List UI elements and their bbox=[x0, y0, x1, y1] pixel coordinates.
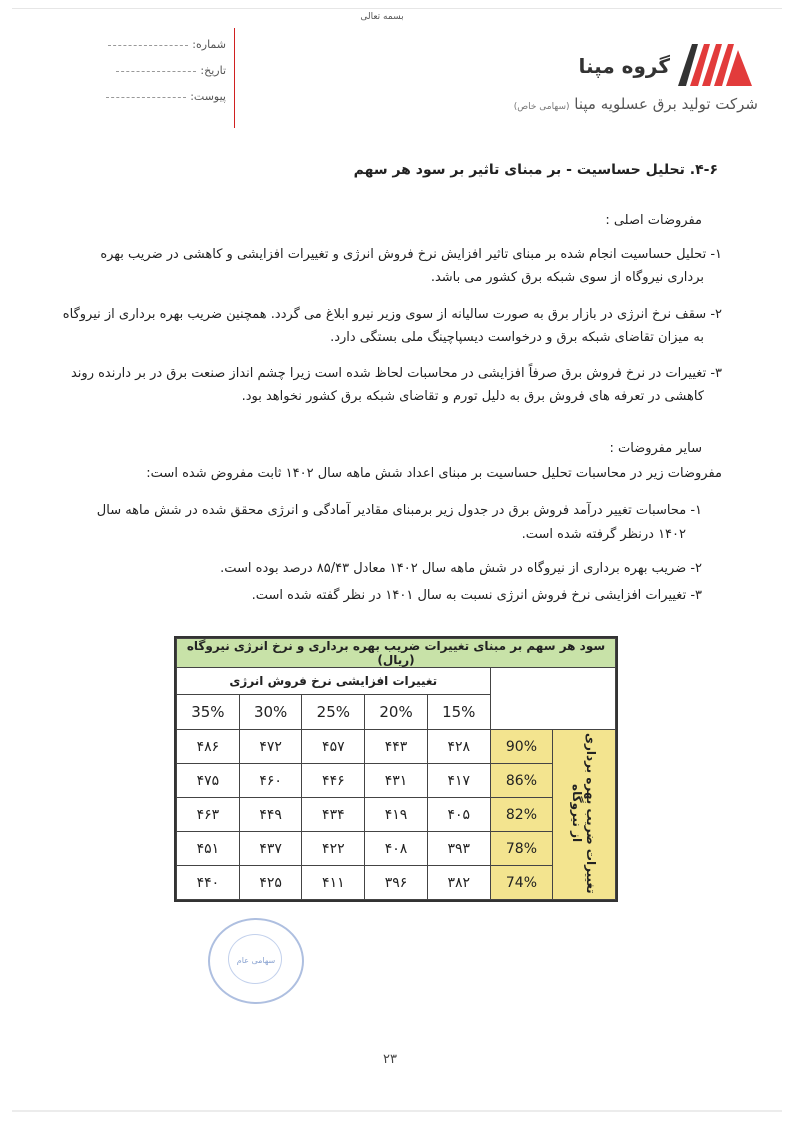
top-border bbox=[12, 8, 782, 9]
other-assumptions-heading: سایر مفروضات : bbox=[609, 441, 702, 456]
table-cell: ۴۴۹ bbox=[239, 798, 302, 832]
bismillah: بسمه تعالی bbox=[360, 12, 404, 22]
main-assumption-3-cont: کاهشی در تعرفه های فروش برق به دلیل تورم و تقاضای شبکه برق کشور نخواهد بود. bbox=[241, 389, 704, 404]
col-header: 20% bbox=[365, 695, 428, 730]
col-group-label: تغییرات افزایشی نرخ فروش انرژی bbox=[177, 668, 491, 695]
table-cell: ۴۲۸ bbox=[427, 730, 490, 764]
row-factor: 78% bbox=[490, 832, 553, 866]
table-cell: ۴۲۵ bbox=[239, 866, 302, 900]
other-assumption-1: ۱- محاسبات تغییر درآمد فروش برق در جدول زیر برمبنای مقادیر آمادگی و انرژی محقق شده در شش ماهه سال bbox=[96, 503, 702, 518]
table-cell: ۴۴۶ bbox=[302, 764, 365, 798]
table-row bbox=[177, 730, 616, 764]
attachment-field bbox=[100, 90, 226, 103]
table-cell: ۴۴۰ bbox=[177, 866, 240, 900]
main-assumption-2: ۲- سقف نرخ انرژی در بازار برق به صورت سالیانه از سوی وزیر نیرو ابلاغ می گردد. همچنین ضریب بهره برداری از نیروگاه bbox=[62, 307, 722, 322]
main-assumption-1-cont: برداری نیروگاه از سوی شبکه برق کشور می باشد. bbox=[430, 270, 704, 285]
table-row bbox=[177, 832, 616, 866]
company-type: (سهامی خاص) bbox=[513, 102, 570, 112]
main-assumptions-heading: مفروضات اصلی : bbox=[605, 213, 702, 228]
page-number: ۲۳ bbox=[383, 1052, 397, 1067]
table-row bbox=[177, 764, 616, 798]
section-title: ۴-۶. تحلیل حساسیت - بر مبنای تاثیر بر سود هر سهم bbox=[353, 162, 718, 178]
table-corner bbox=[490, 668, 615, 730]
table-cell: ۴۷۲ bbox=[239, 730, 302, 764]
table-cell: ۴۵۷ bbox=[302, 730, 365, 764]
table-cell: ۴۳۴ bbox=[302, 798, 365, 832]
col-header: 25% bbox=[302, 695, 365, 730]
number-field bbox=[100, 38, 226, 51]
stamp-text: سهامی عام bbox=[236, 956, 276, 965]
row-factor: 90% bbox=[490, 730, 553, 764]
company-stamp bbox=[208, 918, 304, 1004]
table-cell: ۴۰۵ bbox=[427, 798, 490, 832]
table-cell: ۴۵۱ bbox=[177, 832, 240, 866]
bottom-border bbox=[12, 1110, 782, 1112]
table-row bbox=[177, 798, 616, 832]
row-group-label bbox=[553, 730, 616, 900]
table-cell: ۴۴۳ bbox=[365, 730, 428, 764]
sensitivity-table bbox=[174, 636, 618, 902]
table-cell: ۴۶۰ bbox=[239, 764, 302, 798]
main-assumption-2-cont: به میزان تقاضای شبکه برق و درخواست دیسپاچینگ ملی بستگی دارد. bbox=[330, 330, 704, 345]
table-cell: ۴۲۲ bbox=[302, 832, 365, 866]
table-cell: ۴۷۵ bbox=[177, 764, 240, 798]
table-cell: ۴۱۷ bbox=[427, 764, 490, 798]
logo-text: گروه مپنا bbox=[578, 54, 670, 78]
row-factor: 74% bbox=[490, 866, 553, 900]
table-cell: ۴۱۱ bbox=[302, 866, 365, 900]
other-assumption-3: ۳- تغییرات افزایشی نرخ فروش انرژی نسبت به سال ۱۴۰۱ در نظر گفته شده است. bbox=[251, 588, 702, 603]
row-factor: 82% bbox=[490, 798, 553, 832]
table-cell: ۴۱۹ bbox=[365, 798, 428, 832]
margin-line bbox=[234, 28, 235, 128]
table-cell: ۳۹۳ bbox=[427, 832, 490, 866]
table-cell: ۴۶۳ bbox=[177, 798, 240, 832]
row-factor: 86% bbox=[490, 764, 553, 798]
main-assumption-3: ۳- تغییرات در نرخ فروش برق صرفاً افزایشی در محاسبات لحاظ شده است زیرا چشم انداز صنعت برق در بر دارنده روند bbox=[70, 366, 722, 381]
col-header: 35% bbox=[177, 695, 240, 730]
col-header: 30% bbox=[239, 695, 302, 730]
table-cell: ۳۸۲ bbox=[427, 866, 490, 900]
table-cell: ۴۰۸ bbox=[365, 832, 428, 866]
date-field bbox=[100, 64, 226, 77]
date-label: تاریخ: bbox=[200, 64, 226, 77]
row-group-label-text: تغییرات ضریب بهره برداری از نیروگاه bbox=[570, 732, 599, 894]
main-assumption-1: ۱- تحلیل حساسیت انجام شده بر مبنای تاثیر افزایش نرخ فروش انرژی و تغییرات افزایشی و کاهشی در ضریب بهره bbox=[100, 247, 722, 262]
table-cell: ۴۳۷ bbox=[239, 832, 302, 866]
col-header: 15% bbox=[427, 695, 490, 730]
attachment-label: پیوست: bbox=[190, 90, 226, 103]
other-assumption-2: ۲- ضریب بهره برداری از نیروگاه در شش ماهه سال ۱۴۰۲ معادل ۸۵/۴۳ درصد بوده است. bbox=[220, 561, 702, 576]
other-assumption-1-cont: ۱۴۰۲ درنظر گرفته شده است. bbox=[521, 527, 686, 542]
number-label: شماره: bbox=[192, 38, 226, 51]
table-title: سود هر سهم بر مبنای تغییرات ضریب بهره برداری و نرخ انرژی نیروگاه (ریال) bbox=[177, 639, 616, 668]
other-assumptions-intro: مفروضات زیر در محاسبات تحلیل حساسیت بر مبنای اعداد شش ماهه سال ۱۴۰۲ ثابت مفروض شده است: bbox=[146, 466, 722, 481]
table-cell: ۴۸۶ bbox=[177, 730, 240, 764]
table-row bbox=[177, 866, 616, 900]
company-name bbox=[498, 95, 758, 113]
mapna-logo-icon bbox=[676, 38, 756, 88]
company-title: شرکت تولید برق عسلویه مپنا bbox=[574, 95, 758, 113]
table-cell: ۴۳۱ bbox=[365, 764, 428, 798]
table-cell: ۳۹۶ bbox=[365, 866, 428, 900]
